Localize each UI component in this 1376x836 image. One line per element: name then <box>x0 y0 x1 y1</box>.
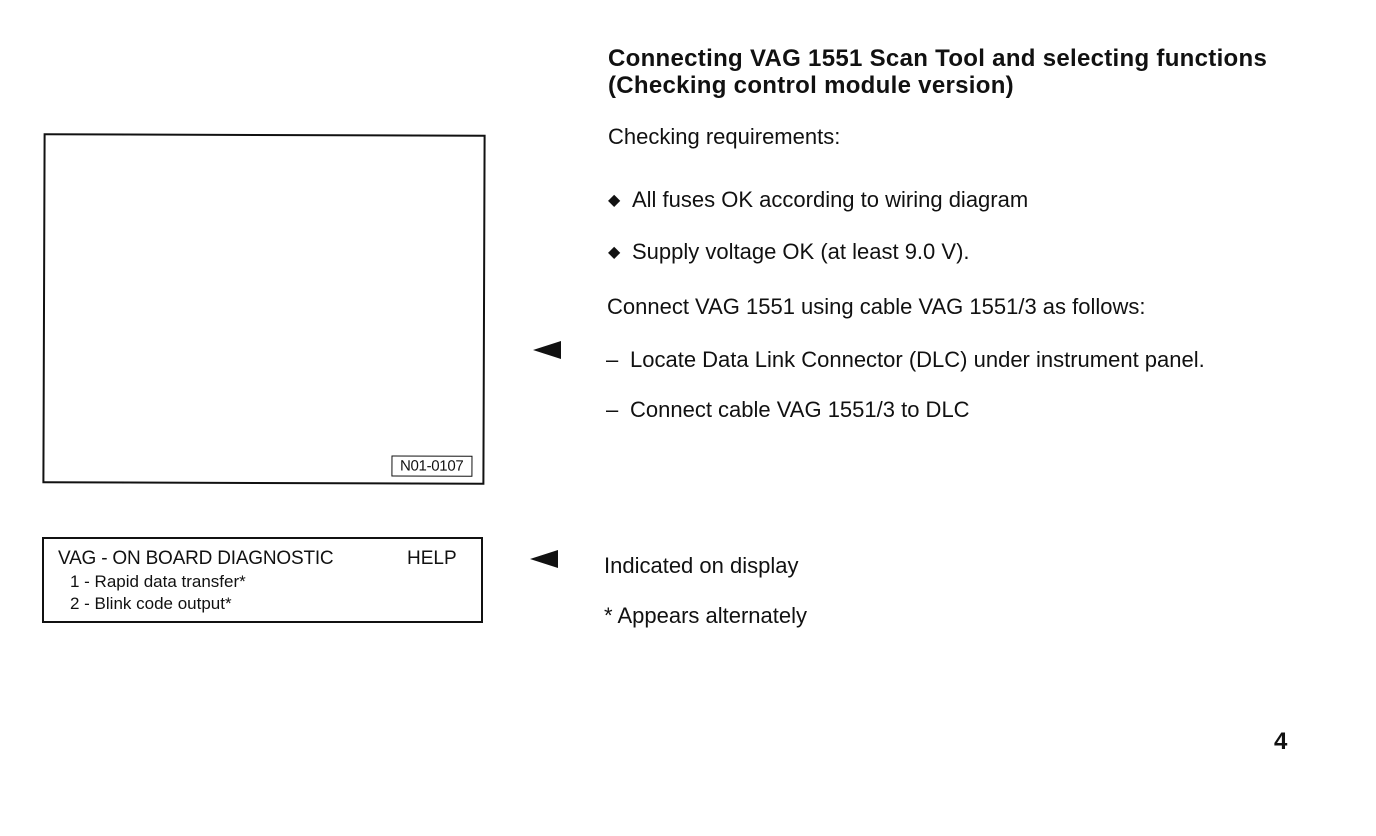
step-text: Connect cable VAG 1551/3 to DLC <box>630 397 970 422</box>
footnote: * Appears alternately <box>604 603 808 628</box>
dash-marker: – <box>606 397 619 422</box>
figure-reference: N01-0107 <box>391 455 473 476</box>
diamond-bullet-icon: ◆ <box>608 192 621 209</box>
display-help: HELP <box>407 548 457 569</box>
scan-tool-display <box>42 537 483 623</box>
requirement-item <box>608 239 970 266</box>
requirements-label: Checking requirements: <box>608 124 841 149</box>
diamond-bullet-icon: ◆ <box>608 244 621 261</box>
display-line-1: 1 - Rapid data transfer* <box>70 572 246 591</box>
pointer-arrow-icon <box>533 341 561 359</box>
display-line-2: 2 - Blink code output* <box>70 594 232 613</box>
page-title: Connecting VAG 1551 Scan Tool and selecting functions (Checking control module version) <box>608 45 1268 99</box>
requirement-item <box>608 187 1028 214</box>
dash-marker: – <box>606 347 619 372</box>
page-number: 4 <box>1274 728 1288 755</box>
requirement-text: Supply voltage OK (at least 9.0 V). <box>632 239 970 264</box>
step-item <box>606 397 970 423</box>
display-title: VAG - ON BOARD DIAGNOSTIC <box>58 548 334 569</box>
step-text: Locate Data Link Connector (DLC) under instrument panel. <box>630 347 1205 372</box>
pointer-arrow-icon <box>530 550 558 568</box>
display-note: Indicated on display <box>604 553 799 578</box>
requirement-text: All fuses OK according to wiring diagram <box>632 187 1029 212</box>
illustration-frame <box>42 133 485 485</box>
connect-intro: Connect VAG 1551 using cable VAG 1551/3 as follows: <box>607 294 1146 319</box>
step-item <box>606 347 1205 373</box>
